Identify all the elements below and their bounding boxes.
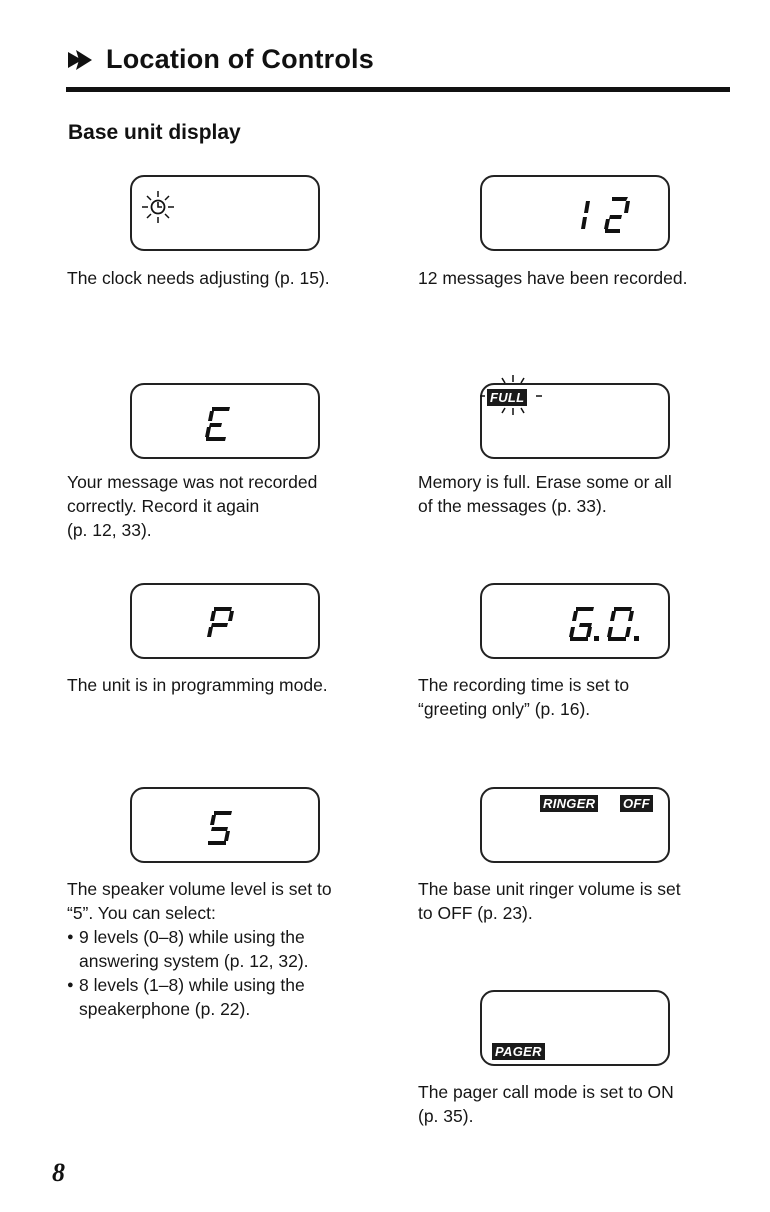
caption-clock: The clock needs adjusting (p. 15). — [67, 268, 330, 288]
pager-badge: PAGER — [492, 1043, 545, 1060]
header-rule — [66, 87, 730, 92]
full-badge: FULL — [487, 389, 527, 406]
ringer-badge: RINGER — [540, 795, 598, 812]
lcd-greeting — [480, 583, 670, 659]
seven-seg-readout-go — [562, 599, 662, 649]
caption-programming: The unit is in programming mode. — [67, 675, 328, 695]
seven-seg-readout-p — [202, 599, 242, 649]
caption-greeting: The recording time is set to “greeting only” (p. 16). — [418, 675, 630, 719]
section-title: Base unit display — [68, 121, 241, 144]
speaker-options-list — [67, 925, 332, 1021]
clock-blink-icon — [138, 187, 178, 227]
lcd-clock — [130, 175, 320, 251]
caption-pager: The pager call mode is set to ON (p. 35). — [418, 1082, 674, 1126]
seven-seg-readout-e — [202, 399, 242, 449]
caption-error: Your message was not recorded correctly. Record it again (p. 12, 33). — [67, 472, 318, 540]
page-header — [66, 44, 374, 75]
off-badge: OFF — [620, 795, 653, 812]
lcd-error — [130, 383, 320, 459]
lcd-messages — [480, 175, 670, 251]
list-item: ● 9 levels (0–8) while using the answering system (p. 12, 32). — [67, 925, 332, 973]
caption-messages: 12 messages have been recorded. — [418, 268, 688, 288]
seven-seg-readout-12 — [572, 191, 652, 241]
arrow-bullet-icon — [66, 48, 94, 72]
lcd-ringer — [480, 787, 670, 863]
caption-ringer: The base unit ringer volume is set to OFF (p. 23). — [418, 879, 681, 923]
list-item: ● 8 levels (1–8) while using the speakerphone (p. 22). — [67, 973, 332, 1021]
caption-full: Memory is full. Erase some or all of the messages (p. 33). — [418, 472, 672, 516]
lcd-programming — [130, 583, 320, 659]
lcd-speaker — [130, 787, 320, 863]
caption-speaker: The speaker volume level is set to “5”. You can select: ● 9 levels (0–8) while using the answering system (p. 12, 32). ● 8 levels (1–8) while using the speakerphone (p. 22). — [67, 877, 332, 1021]
seven-seg-readout-5 — [202, 803, 242, 853]
page-number: 8 — [52, 1158, 65, 1187]
lcd-full — [480, 383, 670, 459]
page-title: Location of Controls — [106, 44, 374, 74]
lcd-pager — [480, 990, 670, 1066]
